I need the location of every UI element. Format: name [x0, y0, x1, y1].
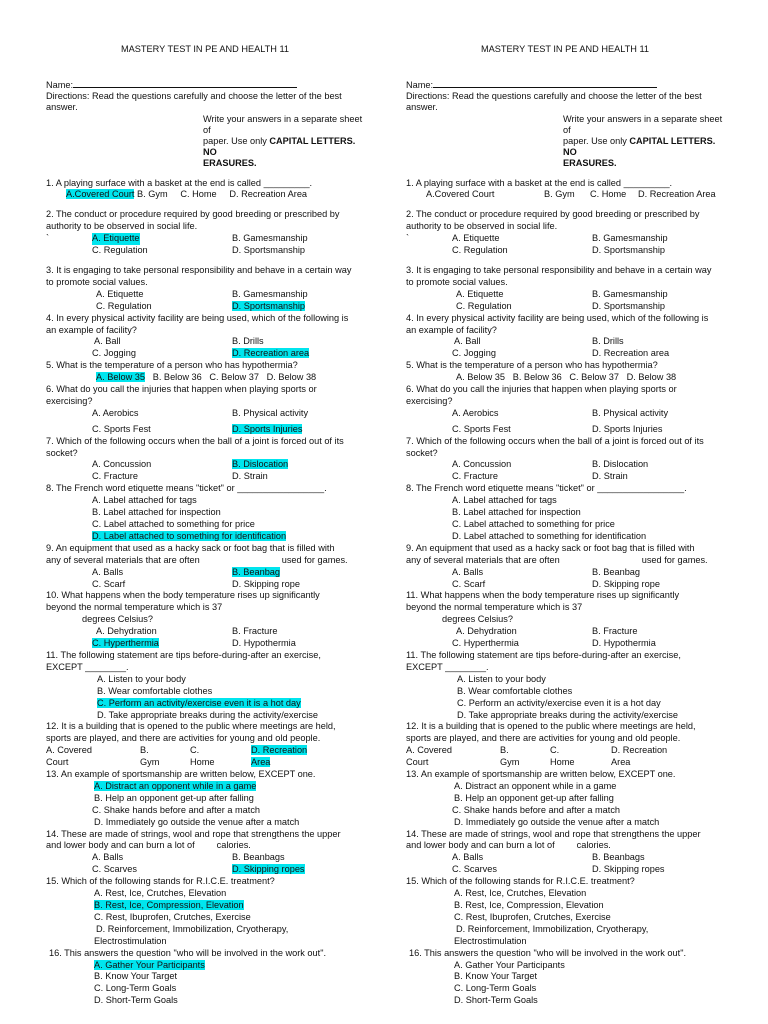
question-6: 6. What do you call the injuries that happen when playing sports or exercising? A. Aerobics B. Physical activity C. Sports Fest D. Sports Injuries	[406, 384, 677, 434]
directions: Directions: Read the questions carefully and choose the letter of the best answer.	[46, 91, 342, 113]
question-10: 10. What happens when the body temperature rises up significantly beyond the normal temperature which is 37 degrees Celsius? A. Dehydration B. Fracture C. Hyperthermia D. Hypothermia	[46, 590, 320, 649]
question-9: 9. An equipment that used as a hacky sack or foot bag that is filled with any of several materials that are often used for games. A. Balls B. Beanbag C. Scarf D. Skipping rope	[46, 542, 348, 589]
question-9: 9. An equipment that used as a hacky sack or foot bag that is filled with any of several materials that are often used for games. A. Balls B. Beanbag C. Scarf D. Skipping rope	[406, 542, 708, 589]
question-13: 13. An example of sportsmanship are written below, EXCEPT one. A. Distract an opponent while in a game B. Help an opponent get-up after falling C. Shake hands before and after a match D. Immediately go outside the venue after a match	[46, 769, 316, 827]
question-5: 5. What is the temperature of a person who has hypothermia? A. Below 35 B. Below 36 C. Below 37 D. Below 38	[406, 360, 677, 383]
question-8: 8. The French word etiquette means "ticket" or _________________. A. Label attached for tags B. Label attached for inspection C. Label attached to something for price D. Label attached to something for identification	[46, 483, 327, 541]
test-page: MASTERY TEST IN PE AND HEALTH 11 Name: Directions: Read the questions carefully and choose the letter of the best answer. Write your answers in a separate sheet of paper. Use only CAPITAL LETTERS. NO ERASURES. 1. A playing surface with a basket at the end is called _________. A.Covered Court B. Gym C. Home D. Recreation Area 2. The conduct or procedure required by good breeding or prescribed by authority to be observed in social life. ` A. Etiquette B. Gamesmanship C. Regulation D. Sportsmanship 3. It is engaging to take personal responsibility and behave in a certain way to promote social values. A. Etiquette B. Gamesmanship C. Regulation D. Sportsmanship 4. In every physical activity facility are being used, which of the following is an example of facility? A. Ball B. Drills C. Jogging D. Recreation area 5. What is the temperature of a person who has hypothermia? A. Below 35 B. Below 36 C. Below 37 D. Below 38 6. What do you call the injuries that happen when playing sports or exercising? A. Aerobics B. Physical activity C. Sports Fest D. Sports Injuries 7. Which of the following occurs when the ball of a joint is forced out of its socket? A. Concussion B. Dislocation C. Fracture D. Strain 8. The French word etiquette means "ticket" or _________________. A. Label attached for tags B. Label attached for inspection C. Label attached to something for price D. Label attached to something for identification 9. An equipment that used as a hacky sack or foot bag that is filled with any of several materials that are often used for games. A. Balls B. Beanbag C. Scarf D. Skipping rope 11. What happens when the body temperature rises up significantly beyond the normal temperature which is 37 degrees Celsius? A. Dehydration B. Fracture C. Hyperthermia D. Hypothermia 11. The following statement are tips before-during-after an exercise, EXCEPT ________. A. Listen to your body B. Wear comfortable clothes C. Perform an activity/exercise even it is a hot day D. Take appropriate breaks during the activity/exercise 12. It is a building that is opened to the public where meetings are held, sports are played, and there are activities for young and old people. A. Covered Court B. Gym C. Home D. Recreation Area 13. An example of sportsmanship are written below, EXCEPT one. A. Distract an opponent while in a game B. Help an opponent get-up after falling C. Shake hands before and after a match D. Immediately go outside the venue after a match 14. These are made of strings, wool and rope that strengthens the upper and lower body and can burn a lot of calories. A. Balls B. Beanbags C. Scarves D. Skipping ropes 15. Which of the following stands for R.I.C.E. treatment? A. Rest, Ice, Crutches, Elevation B. Rest, Ice, Compression, Elevation C. Rest, Ibuprofen, Crutches, Exercise D. Reinforcement, Immobilization, Cryotherapy, Electrostimulation 16. This answers the question "who will be involved in the work out". A. Gather Your Participants B. Know Your Target C. Long-Term Goals D. Short-Term Goals	[406, 44, 723, 1006]
question-3: 3. It is engaging to take personal responsibility and behave in a certain way to promote social values. A. Etiquette B. Gamesmanship C. Regulation D. Sportsmanship	[46, 264, 352, 311]
question-11: 11. The following statement are tips before-during-after an exercise, EXCEPT ________. A. Listen to your body B. Wear comfortable clothes C. Perform an activity/exercise even it is a hot day D. Take appropriate breaks during the activity/exercise	[46, 649, 321, 720]
question-13: 13. An example of sportsmanship are written below, EXCEPT one. A. Distract an opponent while in a game B. Help an opponent get-up after falling C. Shake hands before and after a match D. Immediately go outside the venue after a match	[406, 769, 676, 827]
question-8: 8. The French word etiquette means "ticket" or _________________. A. Label attached for tags B. Label attached for inspection C. Label attached to something for price D. Label attached to something for identification	[406, 483, 687, 541]
question-4: 4. In every physical activity facility are being used, which of the following is an example of facility? A. Ball B. Drills C. Jogging D. Recreation area	[46, 312, 349, 359]
question-1: 1. A playing surface with a basket at the end is called _________. A.Covered Court B. Gym C. Home D. Recreation Area	[406, 177, 716, 200]
question-4: 4. In every physical activity facility are being used, which of the following is an example of facility? A. Ball B. Drills C. Jogging D. Recreation area	[406, 312, 709, 359]
name-line: Name:	[406, 79, 724, 91]
question-3: 3. It is engaging to take personal responsibility and behave in a certain way to promote social values. A. Etiquette B. Gamesmanship C. Regulation D. Sportsmanship	[406, 264, 712, 311]
question-14: 14. These are made of strings, wool and rope that strengthens the upper and lower body and can burn a lot of calories. A. Balls B. Beanbags C. Scarves D. Skipping ropes	[406, 828, 701, 875]
page-title: MASTERY TEST IN PE AND HEALTH 11	[121, 44, 289, 54]
question-15: 15. Which of the following stands for R.I.C.E. treatment? A. Rest, Ice, Crutches, Elevation B. Rest, Ice, Compression, Elevation C. Rest, Ibuprofen, Crutches, Exercise D. Reinforcement, Immobilization, Cryotherapy, Electrostimulation	[406, 876, 649, 946]
question-16: 16. This answers the question "who will be involved in the work out". A. Gather Your Participants B. Know Your Target C. Long-Term Goals D. Short-Term Goals	[49, 947, 327, 1006]
page-title: MASTERY TEST IN PE AND HEALTH 11	[481, 44, 649, 54]
question-12: 12. It is a building that is opened to the public where meetings are held, sports are played, and there are activities for young and old people. A. Covered Court B. Gym C. Home D. Recreation Area	[406, 721, 696, 768]
name-line: Name:	[46, 79, 364, 91]
question-2: 2. The conduct or procedure required by good breeding or prescribed by authority to be observed in social life. ` A. Etiquette B. Gamesmanship C. Regulation D. Sportsmanship	[46, 209, 340, 256]
directions: Directions: Read the questions carefully and choose the letter of the best answer.	[406, 91, 702, 113]
question-7: 7. Which of the following occurs when the ball of a joint is forced out of its socket? A. Concussion B. Dislocation C. Fracture D. Strain	[46, 435, 344, 482]
question-7: 7. Which of the following occurs when the ball of a joint is forced out of its socket? A. Concussion B. Dislocation C. Fracture D. Strain	[406, 435, 704, 482]
question-11: 11. The following statement are tips before-during-after an exercise, EXCEPT ________. A. Listen to your body B. Wear comfortable clothes C. Perform an activity/exercise even it is a hot day D. Take appropriate breaks during the activity/exercise	[406, 649, 681, 720]
question-14: 14. These are made of strings, wool and rope that strengthens the upper and lower body and can burn a lot of calories. A. Balls B. Beanbags C. Scarves D. Skipping ropes	[46, 828, 341, 875]
question-6: 6. What do you call the injuries that happen when playing sports or exercising? A. Aerobics B. Physical activity C. Sports Fest D. Sports Injuries	[46, 384, 317, 434]
question-2: 2. The conduct or procedure required by good breeding or prescribed by authority to be observed in social life. ` A. Etiquette B. Gamesmanship C. Regulation D. Sportsmanship	[406, 209, 700, 256]
question-15: 15. Which of the following stands for R.I.C.E. treatment? A. Rest, Ice, Crutches, Elevation B. Rest, Ice, Compression, Elevation C. Rest, Ibuprofen, Crutches, Exercise D. Reinforcement, Immobilization, Cryotherapy, Electrostimulation	[46, 876, 289, 946]
question-1: 1. A playing surface with a basket at the end is called _________. A.Covered Court B. Gym C. Home D. Recreation Area	[46, 177, 313, 200]
question-10: 11. What happens when the body temperature rises up significantly beyond the normal temperature which is 37 degrees Celsius? A. Dehydration B. Fracture C. Hyperthermia D. Hypothermia	[406, 590, 680, 649]
question-5: 5. What is the temperature of a person who has hypothermia? A. Below 35 B. Below 36 C. Below 37 D. Below 38	[46, 360, 317, 383]
answer-key-page: MASTERY TEST IN PE AND HEALTH 11 Name: Directions: Read the questions carefully and choose the letter of the best answer. Write your answers in a separate sheet of paper. Use only CAPITAL LETTERS. NO ERASURES. 1. A playing surface with a basket at the end is called _________. A.Covered Court B. Gym C. Home D. Recreation Area 2. The conduct or procedure required by good breeding or prescribed by authority to be observed in social life. ` A. Etiquette B. Gamesmanship C. Regulation D. Sportsmanship 3. It is engaging to take personal responsibility and behave in a certain way to promote social values. A. Etiquette B. Gamesmanship C. Regulation D. Sportsmanship 4. In every physical activity facility are being used, which of the following is an example of facility? A. Ball B. Drills C. Jogging D. Recreation area 5. What is the temperature of a person who has hypothermia? A. Below 35 B. Below 36 C. Below 37 D. Below 38 6. What do you call the injuries that happen when playing sports or exercising? A. Aerobics B. Physical activity C. Sports Fest D. Sports Injuries 7. Which of the following occurs when the ball of a joint is forced out of its socket? A. Concussion B. Dislocation C. Fracture D. Strain 8. The French word etiquette means "ticket" or _________________. A. Label attached for tags B. Label attached for inspection C. Label attached to something for price D. Label attached to something for identification 9. An equipment that used as a hacky sack or foot bag that is filled with any of several materials that are often used for games. A. Balls B. Beanbag C. Scarf D. Skipping rope 10. What happens when the body temperature rises up significantly beyond the normal temperature which is 37 degrees Celsius? A. Dehydration B. Fracture C. Hyperthermia D. Hypothermia 11. The following statement are tips before-during-after an exercise, EXCEPT ________. A. Listen to your body B. Wear comfortable clothes C. Perform an activity/exercise even it is a hot day D. Take appropriate breaks during the activity/exercise 12. It is a building that is opened to the public where meetings are held, sports are played, and there are activities for young and old people. A. Covered Court B. Gym C. Home D. Recreation Area 13. An example of sportsmanship are written below, EXCEPT one. A. Distract an opponent while in a game B. Help an opponent get-up after falling C. Shake hands before and after a match D. Immediately go outside the venue after a match 14. These are made of strings, wool and rope that strengthens the upper and lower body and can burn a lot of calories. A. Balls B. Beanbags C. Scarves D. Skipping ropes 15. Which of the following stands for R.I.C.E. treatment? A. Rest, Ice, Crutches, Elevation B. Rest, Ice, Compression, Elevation C. Rest, Ibuprofen, Crutches, Exercise D. Reinforcement, Immobilization, Cryotherapy, Electrostimulation 16. This answers the question "who will be involved in the work out". A. Gather Your Participants B. Know Your Target C. Long-Term Goals D. Short-Term Goals	[46, 44, 363, 1006]
question-16: 16. This answers the question "who will be involved in the work out". A. Gather Your Participants B. Know Your Target C. Long-Term Goals D. Short-Term Goals	[409, 947, 687, 1006]
question-12: 12. It is a building that is opened to the public where meetings are held, sports are played, and there are activities for young and old people. A. Covered Court B. Gym C. Home D. Recreation Area	[46, 721, 336, 768]
